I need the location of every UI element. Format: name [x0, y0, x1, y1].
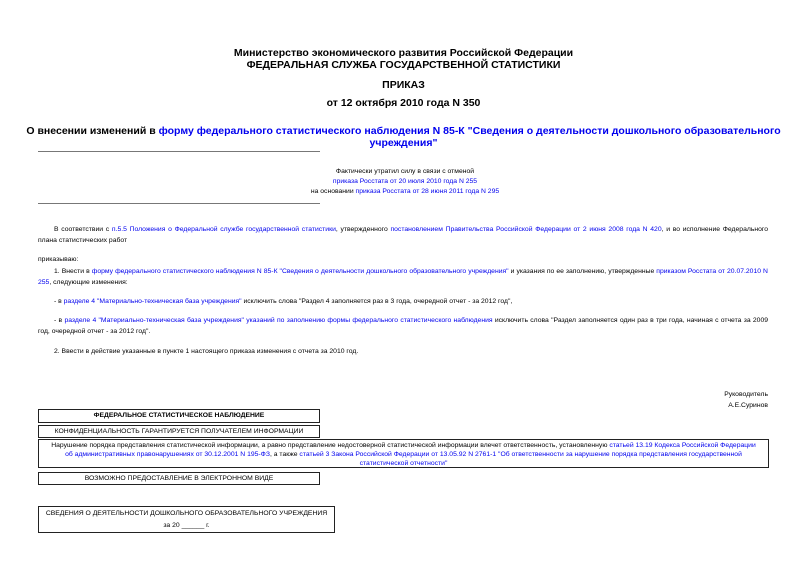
- divider-bottom: [38, 203, 320, 204]
- form-liability-box: Нарушение порядка представления статистической информации, а равно представление недостоверной статистической информации влечет ответственность, установленную статьей 13.19 Кодекса Российской Федерации об административных правонарушениях от 30.12.2001 N 195-ФЗ, а также статьей 3 Закона Российской Федерации от 13.05.92 N 2761-1 "Об ответственности за нарушение порядка представления государственной статистической отчетности": [38, 439, 769, 468]
- link-section-4-form[interactable]: разделе 4 "Материально-техническая база учреждения": [63, 298, 242, 305]
- service-name: ФЕДЕРАЛЬНАЯ СЛУЖБА ГОСУДАРСТВЕННОЙ СТАТИСТИКИ: [246, 59, 561, 71]
- link-order-255[interactable]: приказом Росстата от 20.07.2010 N 255: [38, 268, 768, 286]
- title-form-link[interactable]: форму федерального статистического наблюдения N 85-К "Сведения о деятельности дошкольного образовательного учреждения": [158, 125, 781, 149]
- doc-date-number: от 12 октября 2010 года N 350: [326, 97, 481, 109]
- link-section-4-instructions[interactable]: разделе 4 "Материально-техническая база учреждения" указаний по заполнению формы федерального статистического наблюдения: [64, 317, 493, 324]
- report-period: за 20 ______ г.: [163, 522, 210, 529]
- period-blank: ______: [181, 522, 205, 529]
- paragraph-item-1: 1. Внести в форму федерального статистического наблюдения N 85-К "Сведения о деятельности дошкольного образовательного учреждения" и указания по ее заполнению, утвержденные приказом Росстата от 20.07.2010 N 255, следующие изменения:: [38, 268, 768, 286]
- report-title: СВЕДЕНИЯ О ДЕЯТЕЛЬНОСТИ ДОШКОЛЬНОГО ОБРАЗОВАТЕЛЬНОГО УЧРЕЖДЕНИЯ: [45, 510, 328, 517]
- paragraph-change-1: - в разделе 4 "Материально-техническая база учреждения" исключить слова "Раздел 4 заполняется раз в 3 года, очередной отчет - за 2012 год",: [54, 298, 513, 305]
- form-confidentiality-box: КОНФИДЕНЦИАЛЬНОСТЬ ГАРАНТИРУЕТСЯ ПОЛУЧАТЕЛЕМ ИНФОРМАЦИИ: [38, 425, 320, 438]
- link-law-2761-1[interactable]: статьей 3 Закона Российской Федерации от 13.05.92 N 2761-1 "Об ответственности за нарушение порядка представления государственной статистической отчетности": [299, 451, 742, 467]
- signature-name: А.Е.Суринов: [728, 402, 768, 409]
- status-note: Фактически утратил силу в связи с отменой приказа Росстата от 20 июля 2010 года N 255 на основании приказа Росстата от 28 июня 2011 года N 295: [220, 167, 590, 197]
- status-link-order-295[interactable]: приказа Росстата от 28 июня 2011 года N 295: [355, 188, 500, 195]
- status-link-order-255[interactable]: приказа Росстата от 20 июля 2010 года N 255: [332, 178, 478, 185]
- form-electronic-box: ВОЗМОЖНО ПРЕДОСТАВЛЕНИЕ В ЭЛЕКТРОННОМ ВИДЕ: [38, 472, 320, 485]
- link-form-85k[interactable]: форму федерального статистического наблюдения N 85-К "Сведения о деятельности дошкольного образовательного учреждения": [91, 268, 509, 275]
- paragraph-basis: В соответствии с п.5.5 Положения о Федеральной службе государственной статистики, утвержденного постановлением Правительства Российской Федерации от 2 июня 2008 года N 420, и во исполнение Федерального плана статистических работ: [38, 226, 768, 244]
- signature-position: Руководитель: [724, 391, 768, 398]
- divider-top: [38, 151, 320, 152]
- header: [0, 47, 807, 71]
- form-observation-box: ФЕДЕРАЛЬНОЕ СТАТИСТИЧЕСКОЕ НАБЛЮДЕНИЕ: [38, 409, 320, 423]
- signature-block: [600, 389, 768, 411]
- title-prefix: О внесении изменений в: [26, 125, 159, 137]
- status-line-1: Фактически утратил силу в связи с отменой: [335, 168, 475, 175]
- paragraph-item-2: 2. Ввести в действие указанные в пункте 1 настоящего приказа изменения с отчета за 2010 год.: [54, 348, 359, 355]
- paragraph-order-word: приказываю:: [38, 256, 79, 263]
- paragraph-change-2: - в разделе 4 "Материально-техническая база учреждения" указаний по заполнению формы федерального статистического наблюдения исключить слова "Раздел заполняется один раз в три года, начиная с отчета за 2009 год, очередной отчет - за 2012 год".: [38, 317, 769, 335]
- link-government-decree-420[interactable]: постановлением Правительства Российской Федерации от 2 июня 2008 года N 420: [390, 226, 662, 233]
- ministry-name: Министерство экономического развития Российской Федерации: [233, 47, 574, 59]
- form-report-title-box: [38, 506, 335, 533]
- link-koap-13-19[interactable]: статьей 13.19 Кодекса Российской Федерации об административных правонарушениях от 30.12.2001 N 195-ФЗ: [65, 442, 756, 458]
- page-title: [0, 125, 807, 149]
- link-regulation-5-5[interactable]: п.5.5 Положения о Федеральной службе государственной статистики: [111, 226, 336, 233]
- doc-type: ПРИКАЗ: [382, 79, 425, 91]
